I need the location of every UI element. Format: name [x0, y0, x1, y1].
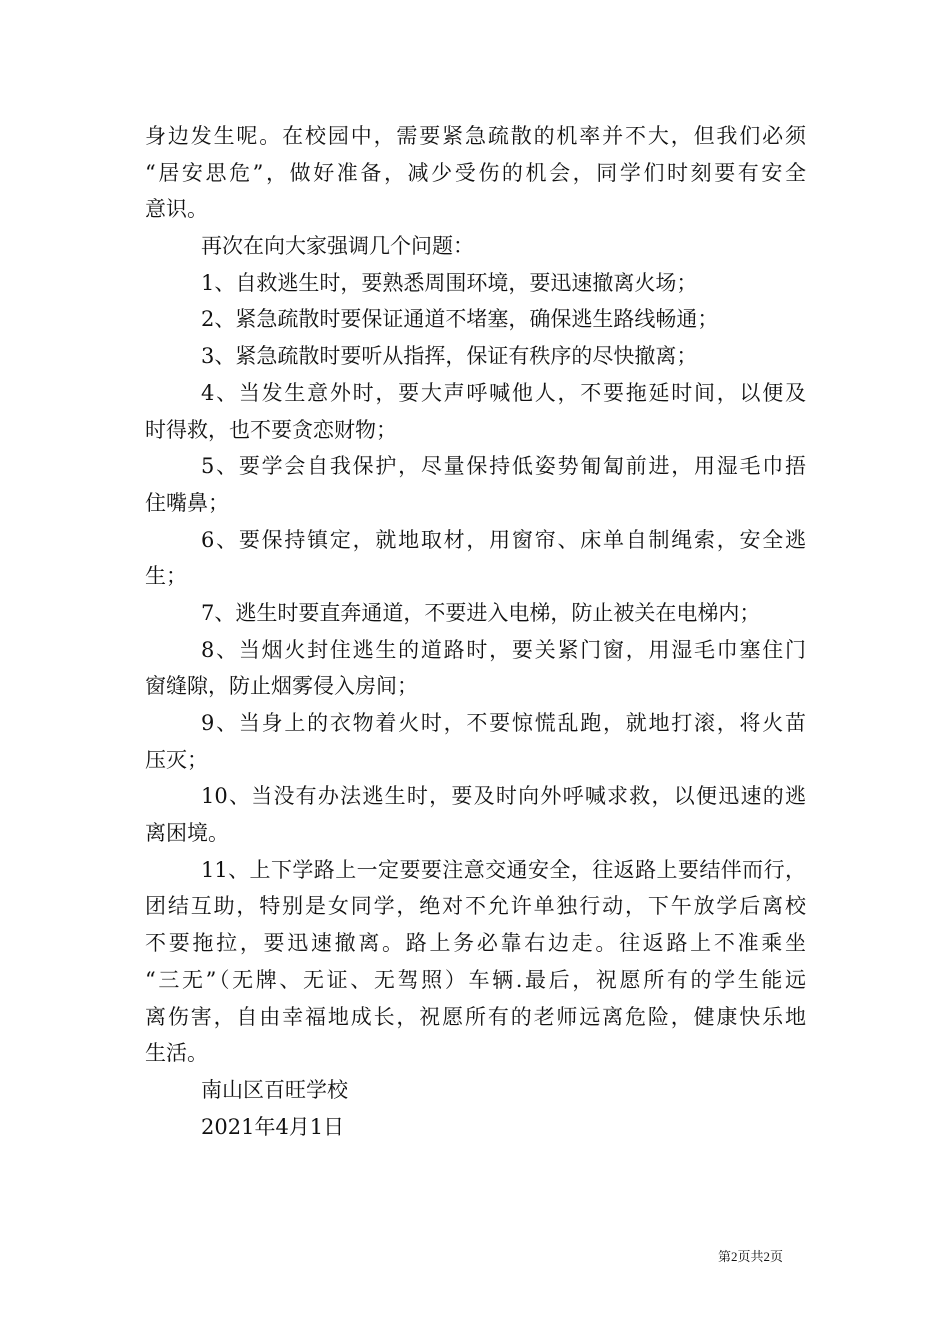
text-line: 3、紧急疏散时要听从指挥，保证有秩序的尽快撤离；	[201, 344, 698, 369]
text-line: 不要拖拉，要迅速撤离。路上务必靠右边走。往返路上不准乘坐	[145, 931, 806, 956]
paragraph	[145, 301, 806, 338]
text-line: 5、要学会自我保护，尽量保持低姿势匍匐前进，用湿毛巾捂	[201, 454, 806, 479]
text-line: 离伤害，自由幸福地成长，祝愿所有的老师远离危险，健康快乐地	[145, 1004, 806, 1029]
paragraph	[145, 852, 806, 1072]
paragraph	[145, 595, 806, 632]
paragraph	[145, 118, 806, 228]
text-line: “居安思危”，做好准备，减少受伤的机会，同学们时刻要有安全	[145, 160, 806, 185]
document-body	[145, 118, 806, 1145]
text-line: 2021年4月1日	[201, 1114, 345, 1139]
text-line: 2、紧急疏散时要保证通道不堵塞，确保逃生路线畅通；	[201, 307, 719, 332]
text-line: 南山区百旺学校	[201, 1077, 348, 1102]
text-line: 4、当发生意外时，要大声呼喊他人，不要拖延时间，以便及	[201, 380, 806, 405]
text-line: 压灭；	[145, 747, 208, 772]
text-line: 6、要保持镇定，就地取材，用窗帘、床单自制绳索，安全逃	[201, 527, 806, 552]
paragraph	[145, 1109, 806, 1146]
text-line: 生活。	[145, 1041, 208, 1066]
text-line: 身边发生呢。在校园中，需要紧急疏散的机率并不大，但我们必须	[145, 124, 806, 148]
text-line: 时得救，也不要贪恋财物；	[145, 417, 397, 442]
paragraph	[145, 228, 806, 265]
text-line: 10、当没有办法逃生时，要及时向外呼喊求救，以便迅速的逃	[201, 784, 806, 809]
text-line: 9、当身上的衣物着火时，不要惊慌乱跑，就地打滚，将火苗	[201, 711, 806, 735]
text-line: 离困境。	[145, 821, 229, 846]
text-line: 11、上下学路上一定要要注意交通安全，往返路上要结伴而行，	[201, 857, 806, 882]
paragraph	[145, 375, 806, 448]
paragraph	[145, 632, 806, 705]
text-line: 1、自救逃生时，要熟悉周围环境，要迅速撤离火场；	[201, 270, 698, 295]
text-line: “三无”（无牌、无证、无驾照）车辆.最后，祝愿所有的学生能远	[145, 967, 806, 992]
text-line: 8、当烟火封住逃生的道路时，要关紧门窗，用湿毛巾塞住门	[201, 637, 806, 662]
text-line: 7、逃生时要直奔通道，不要进入电梯，防止被关在电梯内；	[201, 600, 761, 625]
text-line: 再次在向大家强调几个问题：	[201, 234, 474, 259]
text-line: 意识。	[145, 197, 208, 222]
paragraph	[145, 705, 806, 778]
paragraph	[145, 778, 806, 851]
paragraph	[145, 522, 806, 595]
text-line: 生；	[145, 564, 187, 589]
text-line: 窗缝隙，防止烟雾侵入房间；	[145, 674, 418, 699]
paragraph	[145, 265, 806, 302]
paragraph	[145, 1072, 806, 1109]
paragraph	[145, 338, 806, 375]
text-line: 住嘴鼻；	[145, 490, 229, 515]
paragraph	[145, 448, 806, 521]
page-number: 第2页共2页	[718, 1249, 784, 1264]
text-line: 团结互助，特别是女同学，绝对不允许单独行动，下午放学后离校	[145, 894, 806, 919]
